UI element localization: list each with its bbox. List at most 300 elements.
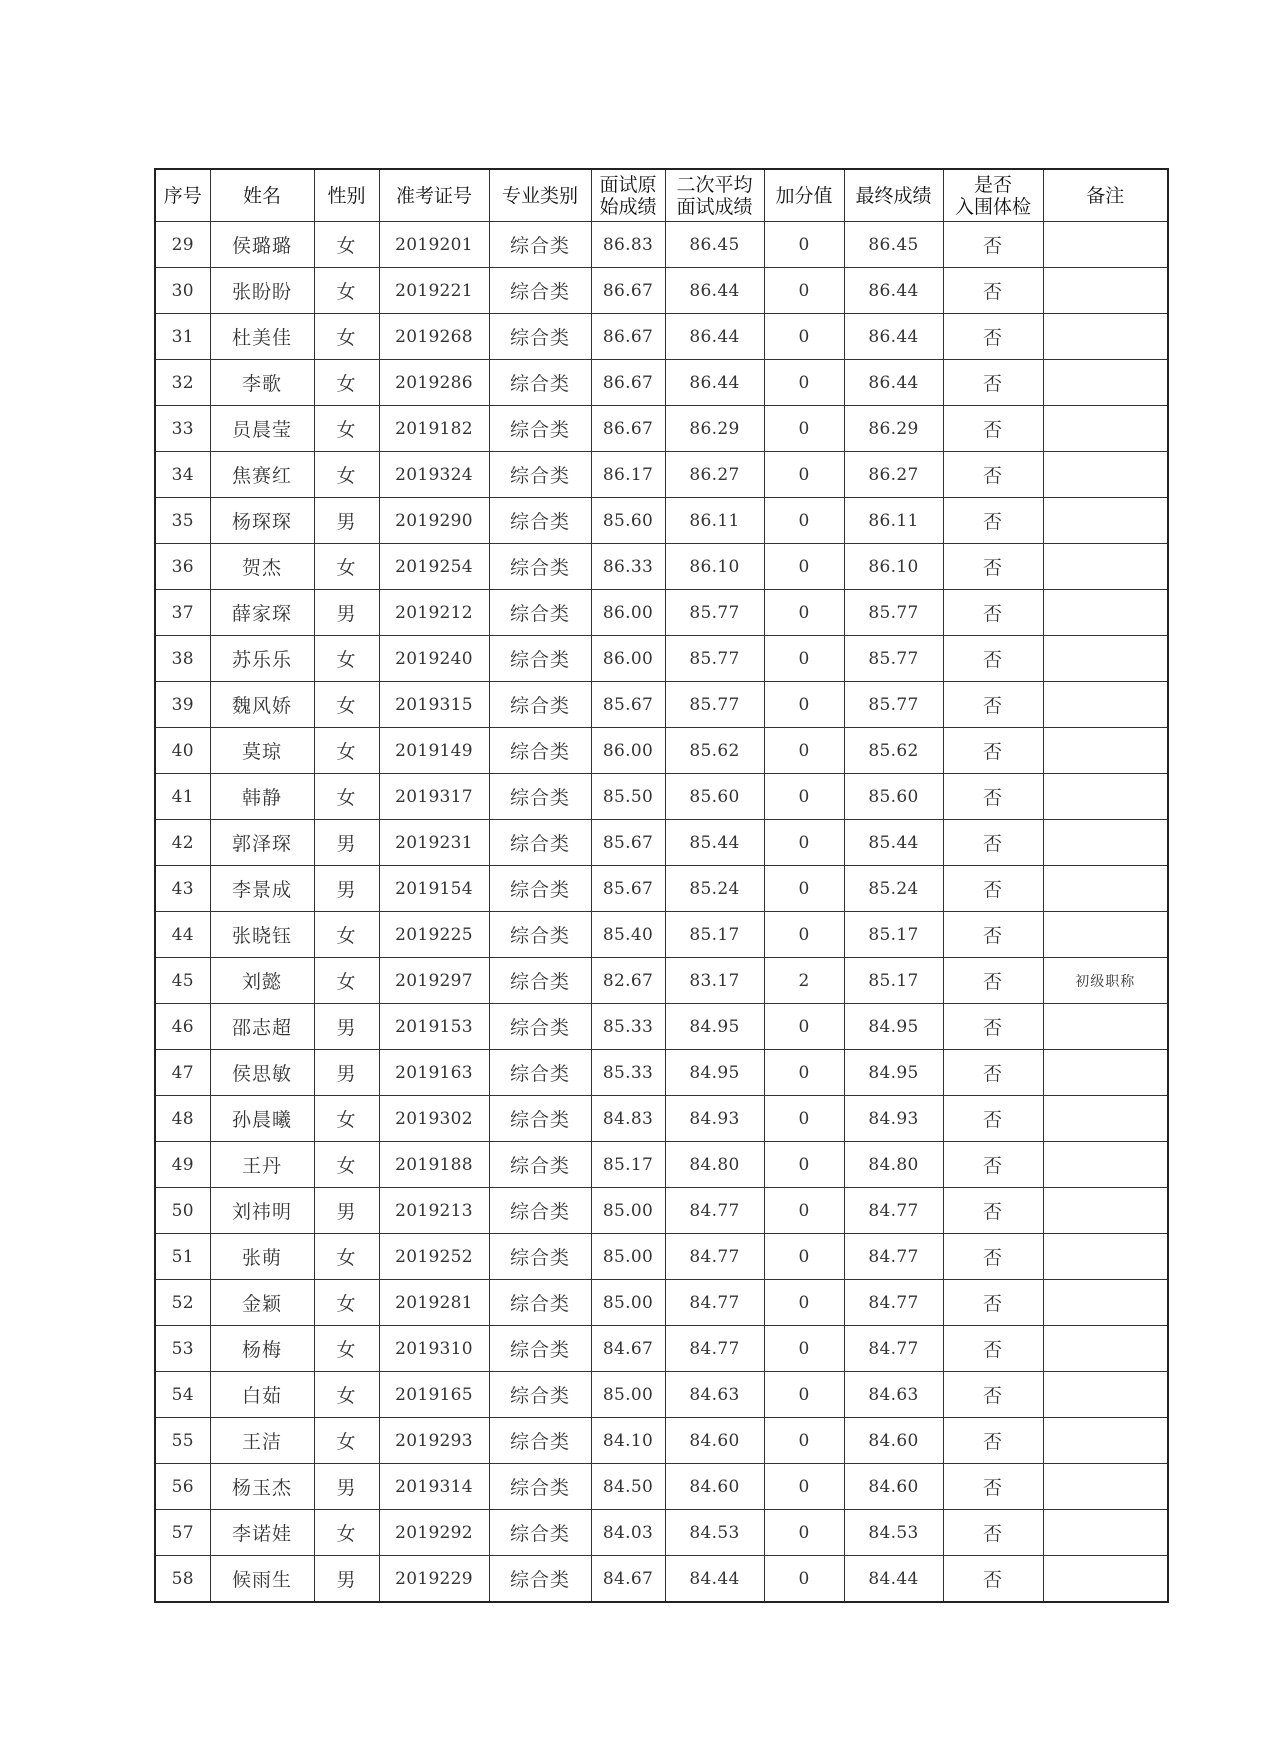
cell-bonus: 0 [764, 1418, 844, 1464]
cell-name: 李景成 [210, 866, 314, 912]
table-row [155, 1418, 1168, 1464]
cell-interview-raw: 86.67 [591, 406, 665, 452]
cell-gender: 女 [314, 544, 379, 590]
cell-name: 杨玉杰 [210, 1464, 314, 1510]
cell-index: 42 [155, 820, 210, 866]
cell-second-avg: 85.77 [665, 590, 764, 636]
cell-name: 薛家琛 [210, 590, 314, 636]
cell-gender: 男 [314, 866, 379, 912]
table-row [155, 406, 1168, 452]
cell-second-avg: 84.93 [665, 1096, 764, 1142]
cell-gender: 男 [314, 498, 379, 544]
cell-gender: 男 [314, 590, 379, 636]
cell-interview-raw: 86.33 [591, 544, 665, 590]
cell-index: 34 [155, 452, 210, 498]
cell-ticket: 2019290 [379, 498, 489, 544]
cell-name: 孙晨曦 [210, 1096, 314, 1142]
cell-shortlist: 否 [943, 590, 1043, 636]
cell-interview-raw: 85.00 [591, 1280, 665, 1326]
cell-name: 金颖 [210, 1280, 314, 1326]
cell-gender: 女 [314, 912, 379, 958]
cell-final: 85.77 [844, 636, 943, 682]
cell-final: 84.93 [844, 1096, 943, 1142]
cell-category: 综合类 [489, 912, 591, 958]
cell-second-avg: 84.77 [665, 1326, 764, 1372]
cell-index: 58 [155, 1556, 210, 1603]
table-row [155, 774, 1168, 820]
cell-category: 综合类 [489, 682, 591, 728]
cell-index: 43 [155, 866, 210, 912]
cell-name: 张萌 [210, 1234, 314, 1280]
cell-second-avg: 85.77 [665, 682, 764, 728]
cell-name: 侯思敏 [210, 1050, 314, 1096]
cell-index: 32 [155, 360, 210, 406]
cell-category: 综合类 [489, 544, 591, 590]
cell-second-avg: 86.44 [665, 314, 764, 360]
cell-shortlist: 否 [943, 682, 1043, 728]
cell-remark [1043, 1096, 1168, 1142]
cell-interview-raw: 82.67 [591, 958, 665, 1004]
cell-remark [1043, 866, 1168, 912]
cell-interview-raw: 85.60 [591, 498, 665, 544]
cell-interview-raw: 86.00 [591, 636, 665, 682]
cell-name: 白茹 [210, 1372, 314, 1418]
header-second-avg-line1: 二次平均 [676, 173, 753, 196]
cell-shortlist: 否 [943, 222, 1043, 268]
cell-remark [1043, 1004, 1168, 1050]
cell-bonus: 0 [764, 1326, 844, 1372]
cell-second-avg: 85.62 [665, 728, 764, 774]
cell-index: 41 [155, 774, 210, 820]
cell-final: 86.44 [844, 268, 943, 314]
cell-bonus: 0 [764, 1234, 844, 1280]
cell-interview-raw: 86.83 [591, 222, 665, 268]
cell-ticket: 2019212 [379, 590, 489, 636]
cell-index: 48 [155, 1096, 210, 1142]
header-interview-raw-line1: 面试原 [599, 173, 657, 196]
cell-second-avg: 84.77 [665, 1280, 764, 1326]
cell-index: 39 [155, 682, 210, 728]
cell-gender: 女 [314, 268, 379, 314]
results-sheet [154, 168, 1167, 1603]
table-row [155, 452, 1168, 498]
cell-name: 刘祎明 [210, 1188, 314, 1234]
cell-name: 李诺娃 [210, 1510, 314, 1556]
cell-final: 85.44 [844, 820, 943, 866]
cell-index: 53 [155, 1326, 210, 1372]
table-row [155, 820, 1168, 866]
cell-remark [1043, 728, 1168, 774]
cell-shortlist: 否 [943, 1004, 1043, 1050]
cell-interview-raw: 85.17 [591, 1142, 665, 1188]
cell-index: 46 [155, 1004, 210, 1050]
cell-ticket: 2019293 [379, 1418, 489, 1464]
cell-second-avg: 86.44 [665, 360, 764, 406]
cell-name: 刘懿 [210, 958, 314, 1004]
cell-remark [1043, 1418, 1168, 1464]
table-row [155, 1556, 1168, 1603]
cell-gender: 女 [314, 774, 379, 820]
cell-gender: 女 [314, 1234, 379, 1280]
cell-final: 84.77 [844, 1188, 943, 1234]
table-row [155, 1096, 1168, 1142]
cell-category: 综合类 [489, 636, 591, 682]
cell-second-avg: 85.24 [665, 866, 764, 912]
cell-remark [1043, 1142, 1168, 1188]
table-row [155, 1464, 1168, 1510]
table-row [155, 636, 1168, 682]
cell-index: 35 [155, 498, 210, 544]
cell-remark: 初级职称 [1043, 958, 1168, 1004]
cell-remark [1043, 912, 1168, 958]
header-name: 姓名 [210, 169, 314, 222]
cell-remark [1043, 1510, 1168, 1556]
cell-ticket: 2019188 [379, 1142, 489, 1188]
header-interview-raw-line2: 始成绩 [599, 195, 657, 218]
cell-final: 86.10 [844, 544, 943, 590]
header-shortlist-line2: 入围体检 [954, 195, 1031, 218]
cell-shortlist: 否 [943, 636, 1043, 682]
cell-ticket: 2019213 [379, 1188, 489, 1234]
cell-index: 51 [155, 1234, 210, 1280]
cell-remark [1043, 406, 1168, 452]
cell-gender: 女 [314, 1096, 379, 1142]
cell-ticket: 2019297 [379, 958, 489, 1004]
cell-shortlist: 否 [943, 912, 1043, 958]
cell-name: 苏乐乐 [210, 636, 314, 682]
cell-remark [1043, 1326, 1168, 1372]
cell-category: 综合类 [489, 1050, 591, 1096]
header-category: 专业类别 [489, 169, 591, 222]
cell-final: 86.44 [844, 360, 943, 406]
cell-name: 杨琛琛 [210, 498, 314, 544]
cell-remark [1043, 1234, 1168, 1280]
table-row [155, 866, 1168, 912]
cell-bonus: 0 [764, 544, 844, 590]
cell-second-avg: 84.60 [665, 1418, 764, 1464]
cell-gender: 女 [314, 1372, 379, 1418]
cell-category: 综合类 [489, 1326, 591, 1372]
cell-second-avg: 84.95 [665, 1050, 764, 1096]
cell-shortlist: 否 [943, 1234, 1043, 1280]
cell-name: 候雨生 [210, 1556, 314, 1603]
cell-interview-raw: 86.17 [591, 452, 665, 498]
cell-category: 综合类 [489, 1556, 591, 1603]
cell-gender: 男 [314, 1188, 379, 1234]
cell-index: 52 [155, 1280, 210, 1326]
cell-remark [1043, 1050, 1168, 1096]
results-table [154, 168, 1169, 1603]
cell-remark [1043, 268, 1168, 314]
cell-ticket: 2019292 [379, 1510, 489, 1556]
cell-category: 综合类 [489, 452, 591, 498]
cell-index: 31 [155, 314, 210, 360]
cell-index: 54 [155, 1372, 210, 1418]
cell-ticket: 2019231 [379, 820, 489, 866]
cell-bonus: 0 [764, 268, 844, 314]
cell-interview-raw: 85.00 [591, 1372, 665, 1418]
cell-shortlist: 否 [943, 1142, 1043, 1188]
header-index: 序号 [155, 169, 210, 222]
cell-remark [1043, 314, 1168, 360]
cell-final: 86.29 [844, 406, 943, 452]
header-shortlist-line1: 是否 [973, 173, 1012, 196]
cell-index: 40 [155, 728, 210, 774]
cell-bonus: 0 [764, 1464, 844, 1510]
cell-final: 85.17 [844, 958, 943, 1004]
cell-interview-raw: 86.67 [591, 360, 665, 406]
cell-bonus: 0 [764, 866, 844, 912]
cell-name: 王洁 [210, 1418, 314, 1464]
cell-index: 36 [155, 544, 210, 590]
table-row [155, 360, 1168, 406]
cell-gender: 女 [314, 958, 379, 1004]
cell-interview-raw: 86.00 [591, 728, 665, 774]
cell-interview-raw: 84.83 [591, 1096, 665, 1142]
cell-remark [1043, 590, 1168, 636]
table-row [155, 498, 1168, 544]
cell-interview-raw: 85.50 [591, 774, 665, 820]
cell-shortlist: 否 [943, 1418, 1043, 1464]
cell-name: 郭泽琛 [210, 820, 314, 866]
cell-interview-raw: 84.50 [591, 1464, 665, 1510]
cell-gender: 女 [314, 636, 379, 682]
cell-bonus: 0 [764, 820, 844, 866]
cell-name: 张晓钰 [210, 912, 314, 958]
cell-second-avg: 86.44 [665, 268, 764, 314]
cell-final: 85.60 [844, 774, 943, 820]
cell-ticket: 2019154 [379, 866, 489, 912]
cell-index: 44 [155, 912, 210, 958]
cell-index: 55 [155, 1418, 210, 1464]
table-row [155, 912, 1168, 958]
cell-category: 综合类 [489, 1418, 591, 1464]
table-row [155, 1280, 1168, 1326]
cell-final: 84.63 [844, 1372, 943, 1418]
cell-final: 84.80 [844, 1142, 943, 1188]
cell-second-avg: 85.44 [665, 820, 764, 866]
cell-shortlist: 否 [943, 544, 1043, 590]
cell-name: 莫琼 [210, 728, 314, 774]
cell-shortlist: 否 [943, 958, 1043, 1004]
cell-category: 综合类 [489, 866, 591, 912]
cell-second-avg: 86.11 [665, 498, 764, 544]
cell-final: 85.77 [844, 682, 943, 728]
cell-bonus: 2 [764, 958, 844, 1004]
table-row [155, 314, 1168, 360]
cell-second-avg: 85.60 [665, 774, 764, 820]
cell-gender: 女 [314, 1326, 379, 1372]
cell-second-avg: 85.77 [665, 636, 764, 682]
cell-bonus: 0 [764, 1142, 844, 1188]
cell-category: 综合类 [489, 1142, 591, 1188]
table-row [155, 1510, 1168, 1556]
cell-second-avg: 84.44 [665, 1556, 764, 1603]
table-row [155, 1004, 1168, 1050]
cell-interview-raw: 84.03 [591, 1510, 665, 1556]
cell-remark [1043, 1464, 1168, 1510]
cell-bonus: 0 [764, 1096, 844, 1142]
cell-shortlist: 否 [943, 820, 1043, 866]
cell-final: 84.95 [844, 1004, 943, 1050]
cell-ticket: 2019302 [379, 1096, 489, 1142]
cell-second-avg: 84.80 [665, 1142, 764, 1188]
cell-interview-raw: 85.00 [591, 1234, 665, 1280]
cell-final: 84.60 [844, 1418, 943, 1464]
cell-second-avg: 84.63 [665, 1372, 764, 1418]
cell-ticket: 2019310 [379, 1326, 489, 1372]
table-row [155, 544, 1168, 590]
cell-bonus: 0 [764, 590, 844, 636]
cell-interview-raw: 85.67 [591, 866, 665, 912]
cell-name: 邵志超 [210, 1004, 314, 1050]
cell-interview-raw: 86.67 [591, 268, 665, 314]
table-row [155, 958, 1168, 1004]
cell-ticket: 2019324 [379, 452, 489, 498]
cell-final: 85.77 [844, 590, 943, 636]
cell-remark [1043, 820, 1168, 866]
cell-ticket: 2019314 [379, 1464, 489, 1510]
cell-name: 魏风娇 [210, 682, 314, 728]
cell-shortlist: 否 [943, 1280, 1043, 1326]
cell-final: 86.44 [844, 314, 943, 360]
cell-second-avg: 84.95 [665, 1004, 764, 1050]
cell-index: 33 [155, 406, 210, 452]
cell-ticket: 2019315 [379, 682, 489, 728]
cell-category: 综合类 [489, 774, 591, 820]
cell-remark [1043, 1188, 1168, 1234]
cell-second-avg: 84.53 [665, 1510, 764, 1556]
cell-index: 50 [155, 1188, 210, 1234]
cell-bonus: 0 [764, 1004, 844, 1050]
cell-final: 85.62 [844, 728, 943, 774]
table-row [155, 728, 1168, 774]
cell-final: 84.60 [844, 1464, 943, 1510]
cell-shortlist: 否 [943, 498, 1043, 544]
cell-bonus: 0 [764, 406, 844, 452]
cell-interview-raw: 85.67 [591, 682, 665, 728]
cell-index: 45 [155, 958, 210, 1004]
cell-gender: 女 [314, 1510, 379, 1556]
cell-final: 84.77 [844, 1234, 943, 1280]
cell-interview-raw: 86.00 [591, 590, 665, 636]
cell-shortlist: 否 [943, 1372, 1043, 1418]
cell-final: 84.44 [844, 1556, 943, 1603]
cell-name: 张盼盼 [210, 268, 314, 314]
cell-gender: 女 [314, 452, 379, 498]
cell-final: 84.53 [844, 1510, 943, 1556]
cell-final: 84.77 [844, 1280, 943, 1326]
cell-gender: 女 [314, 682, 379, 728]
cell-gender: 男 [314, 1050, 379, 1096]
header-bonus: 加分值 [764, 169, 844, 222]
table-row [155, 1372, 1168, 1418]
cell-ticket: 2019268 [379, 314, 489, 360]
cell-second-avg: 84.77 [665, 1188, 764, 1234]
cell-name: 贺杰 [210, 544, 314, 590]
cell-bonus: 0 [764, 360, 844, 406]
cell-category: 综合类 [489, 314, 591, 360]
cell-final: 86.45 [844, 222, 943, 268]
cell-shortlist: 否 [943, 1464, 1043, 1510]
cell-second-avg: 85.17 [665, 912, 764, 958]
cell-category: 综合类 [489, 1188, 591, 1234]
cell-remark [1043, 360, 1168, 406]
header-shortlist [943, 169, 1043, 222]
cell-name: 杜美佳 [210, 314, 314, 360]
cell-index: 47 [155, 1050, 210, 1096]
cell-gender: 女 [314, 1418, 379, 1464]
table-row [155, 1188, 1168, 1234]
cell-interview-raw: 84.67 [591, 1326, 665, 1372]
cell-remark [1043, 636, 1168, 682]
cell-interview-raw: 85.67 [591, 820, 665, 866]
cell-bonus: 0 [764, 452, 844, 498]
cell-second-avg: 84.77 [665, 1234, 764, 1280]
cell-category: 综合类 [489, 498, 591, 544]
cell-category: 综合类 [489, 1464, 591, 1510]
header-interview-raw [591, 169, 665, 222]
cell-remark [1043, 682, 1168, 728]
cell-ticket: 2019149 [379, 728, 489, 774]
cell-remark [1043, 774, 1168, 820]
cell-ticket: 2019153 [379, 1004, 489, 1050]
cell-bonus: 0 [764, 222, 844, 268]
cell-shortlist: 否 [943, 452, 1043, 498]
cell-bonus: 0 [764, 314, 844, 360]
header-second-avg [665, 169, 764, 222]
cell-category: 综合类 [489, 222, 591, 268]
cell-category: 综合类 [489, 1280, 591, 1326]
cell-name: 侯璐璐 [210, 222, 314, 268]
cell-ticket: 2019254 [379, 544, 489, 590]
cell-shortlist: 否 [943, 1556, 1043, 1603]
table-row [155, 222, 1168, 268]
cell-bonus: 0 [764, 1510, 844, 1556]
table-row [155, 268, 1168, 314]
cell-bonus: 0 [764, 1188, 844, 1234]
cell-category: 综合类 [489, 1004, 591, 1050]
cell-shortlist: 否 [943, 1510, 1043, 1556]
cell-category: 综合类 [489, 590, 591, 636]
table-row [155, 682, 1168, 728]
cell-gender: 男 [314, 820, 379, 866]
cell-bonus: 0 [764, 498, 844, 544]
cell-category: 综合类 [489, 406, 591, 452]
results-body [155, 222, 1168, 1603]
cell-index: 56 [155, 1464, 210, 1510]
cell-gender: 女 [314, 314, 379, 360]
cell-remark [1043, 1372, 1168, 1418]
table-row [155, 1234, 1168, 1280]
cell-second-avg: 84.60 [665, 1464, 764, 1510]
cell-gender: 男 [314, 1556, 379, 1603]
cell-index: 49 [155, 1142, 210, 1188]
cell-name: 韩静 [210, 774, 314, 820]
cell-shortlist: 否 [943, 314, 1043, 360]
cell-gender: 女 [314, 360, 379, 406]
cell-final: 86.11 [844, 498, 943, 544]
cell-remark [1043, 1280, 1168, 1326]
cell-name: 员晨莹 [210, 406, 314, 452]
cell-remark [1043, 498, 1168, 544]
cell-category: 综合类 [489, 360, 591, 406]
cell-gender: 男 [314, 1004, 379, 1050]
header-ticket: 准考证号 [379, 169, 489, 222]
cell-ticket: 2019286 [379, 360, 489, 406]
cell-category: 综合类 [489, 1372, 591, 1418]
cell-remark [1043, 222, 1168, 268]
